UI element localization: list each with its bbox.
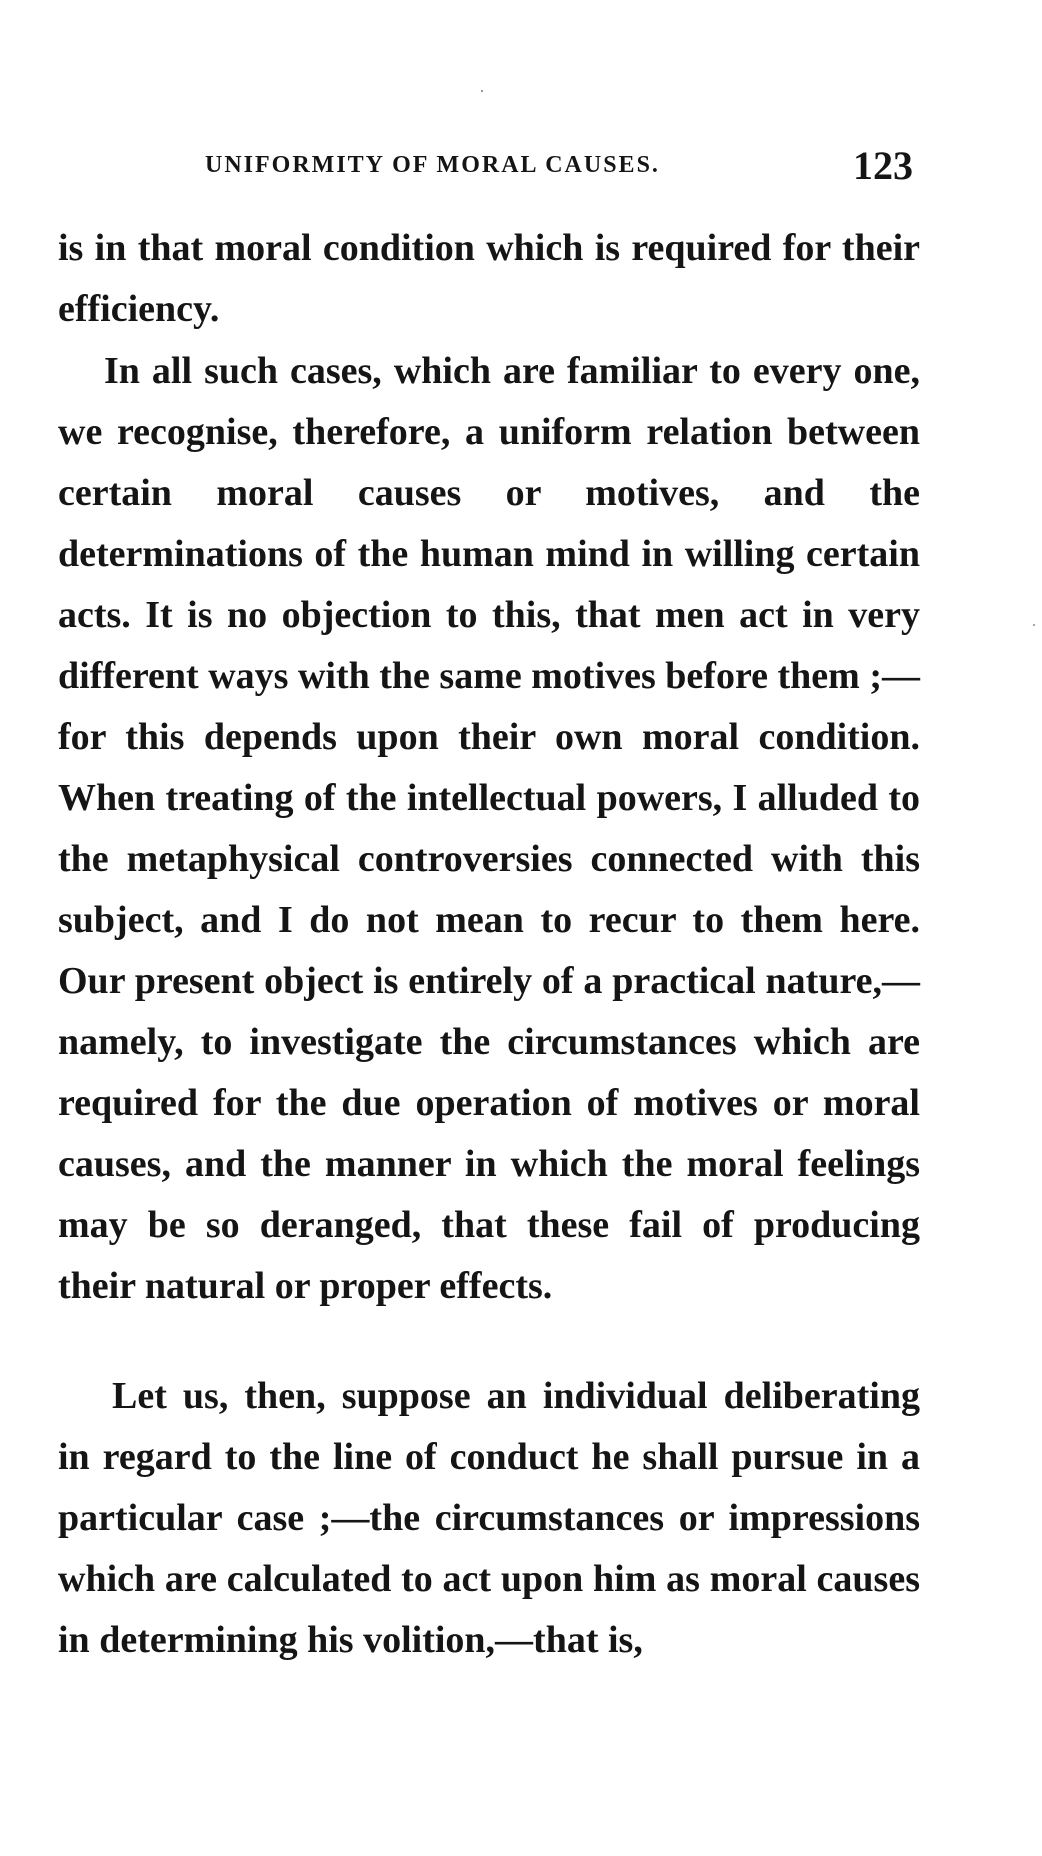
running-title: UNIFORMITY OF MORAL CAUSES. xyxy=(205,152,660,178)
paragraph-text: is in that moral condition which is required for their efficiency. xyxy=(58,227,920,330)
paragraph-main xyxy=(58,341,920,1317)
paragraph-text: In all such cases, which are familiar to every one, we recognise, therefore, a uniform relation between certain moral causes or motives, and the determinations of the human mind in willing certain acts. It is no objection to this, that men act in very different ways with the same motives before them ;—for this depends upon their own moral condition. When treating of the intellectual powers, I alluded to the metaphysical controversies connected with this subject, and I do not mean to recur to them here. Our present object is entirely of a practical nature,—namely, to investigate the circumstances which are required for the due operation of motives or moral causes, and the manner in which the moral feelings may be so deranged, that these fail of producing their natural or proper effects. xyxy=(58,350,920,1307)
paragraph-continuation xyxy=(58,218,920,340)
paragraph-text: Let us, then, suppose an individual deliberating in regard to the line of conduct he shall pursue in a particular case ;—the circumstances or impressions which are calculated to act upon him as moral causes in determining his volition,—that is, xyxy=(58,1375,920,1661)
page-header xyxy=(205,142,919,190)
print-speck-margin xyxy=(1033,624,1035,626)
paragraph-next xyxy=(58,1366,920,1671)
print-speck xyxy=(481,90,483,92)
page-number: 123 xyxy=(853,143,913,188)
